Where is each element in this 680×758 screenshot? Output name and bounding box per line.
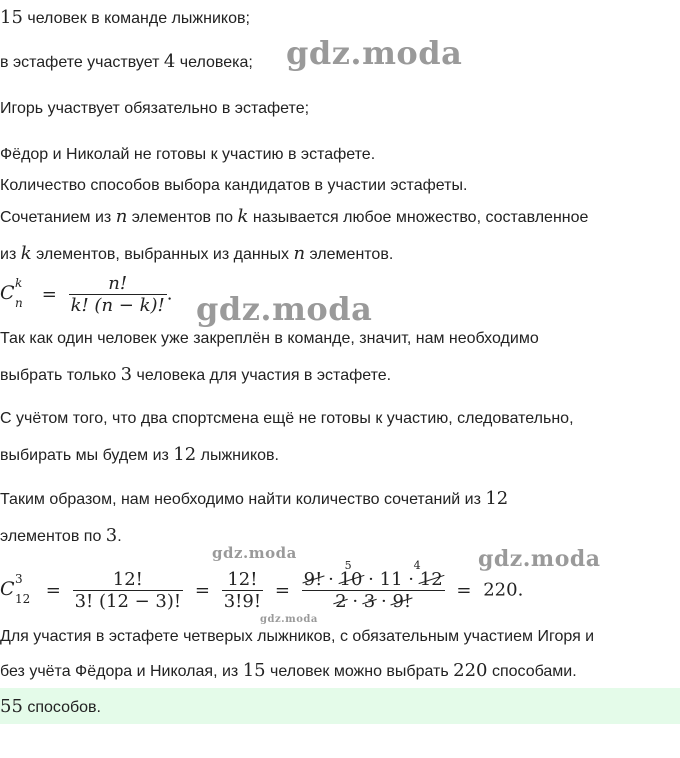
line-from-twelve: выбирать мы будем из 12 лыжников. [0, 444, 279, 465]
line-elements-by-three: элементов по 3. [0, 525, 122, 546]
line-fedor-nikolai: Фёдор и Николай не готовы к участию в эстафете. [0, 146, 376, 163]
watermark-4: gdz.moda [478, 546, 601, 572]
line-combination-def-cont: из k элементов, выбранных из данных n элементов. [0, 243, 394, 264]
watermark-3: gdz.moda [212, 544, 297, 562]
watermark-5: gdz.moda [260, 614, 318, 625]
line-conclusion: Для участия в эстафете четверых лыжников, с обязательным участием Игоря и [0, 628, 595, 645]
line-combination-def: Сочетанием из n элементов по k называется любое множество, составленное [0, 206, 589, 227]
line-two-not-ready: С учётом того, что два спортсмена ещё не готовы к участию, следовательно, [0, 410, 574, 427]
answer-box [0, 688, 680, 724]
line-conclusion-cont: без учёта Фёдора и Николая, из 15 человек можно выбрать 220 способами. [0, 660, 577, 681]
line-choose-three: выбрать только 3 человека для участия в эстафете. [0, 364, 392, 385]
combination-fraction: $\frac{n!}{k! (n - k)!}$ [70, 272, 165, 316]
line-count-ways: Количество способов выбора кандидатов в участии эстафеты. [0, 177, 468, 194]
line-relay-count: в эстафете участвует 4 человека; [0, 51, 253, 72]
combination-formula: C k n = $\frac{n!}{k! (n - k)!}$ . [0, 272, 173, 316]
watermark-1: gdz.moda [286, 34, 463, 72]
reduced-ten: 5 [344, 558, 352, 572]
reduced-twelve: 4 [413, 558, 421, 572]
line-find-combinations: Таким образом, нам необходимо найти количество сочетаний из 12 [0, 488, 509, 509]
answer-text: 55 способов. [0, 696, 101, 717]
line-team-size: 15 человек в команде лыжников; [0, 7, 250, 28]
line-igor: Игорь участвует обязательно в эстафете; [0, 100, 310, 117]
calculation-formula: C 3 12 = $\frac{12!}{3! (12 - 3)!}$ = $\frac{12!}{3!9!}$ = 9! · 10 · 11 · 12 2 · 3 · 9! 5 4 = 220. [0, 558, 524, 612]
line-one-fixed: Так как один человек уже закреплён в команде, значит, нам необходимо [0, 330, 539, 347]
fraction-cancelled: 9! · 10 · 11 · 12 2 · 3 · 9! 5 4 [303, 558, 443, 612]
fraction-factorials: $\frac{12!}{3! (12 - 3)!}$ [74, 568, 182, 612]
fraction-simplified: $\frac{12!}{3!9!}$ [223, 568, 262, 612]
watermark-2: gdz.moda [196, 290, 373, 328]
